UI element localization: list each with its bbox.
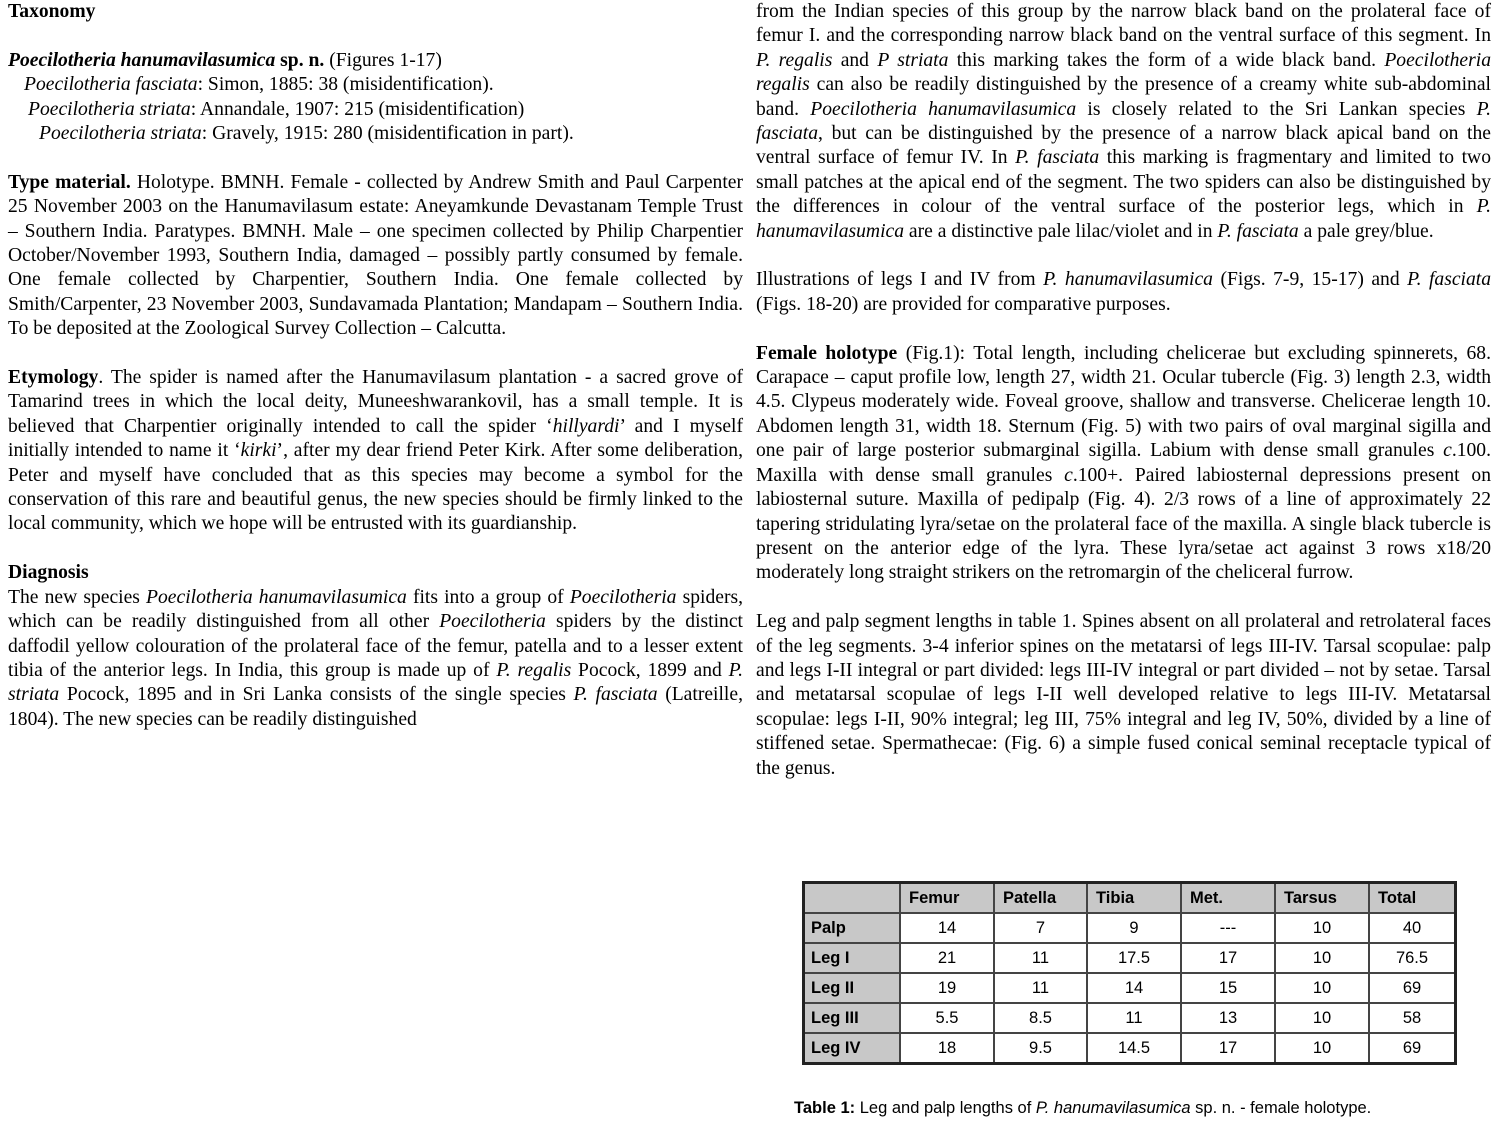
species-title: Poecilotheria hanumavilasumica sp. n. (Figures 1-17) bbox=[8, 49, 442, 71]
table-row bbox=[804, 973, 1456, 1003]
column-header: Femur bbox=[900, 883, 994, 914]
leg-description-paragraph: Leg and palp segment lengths in table 1. Spines absent on all prolateral and retrolateral faces of the leg segments. 3-4 inferior spines on the metatarsi of legs III-IV. Tarsal scopulae: palp and legs I-II integral or part divided: legs III-IV integral or part divided – not by setae. Tarsal and metatarsal scopulae of legs I-II well developed relative to legs III-IV. Metatarsal scopulae: legs I-II, 90% integral; leg III, 75% integral and leg IV, 50%, divided by a line of stiffened setae. Spermathecae: (Fig. 6) a simple fused conical seminal receptacle typical of the genus. bbox=[756, 611, 1491, 779]
row-header: Palp bbox=[804, 913, 901, 943]
leg-length-table bbox=[802, 881, 1457, 1065]
table-cell: 69 bbox=[1369, 1033, 1456, 1064]
table-cell: 69 bbox=[1369, 973, 1456, 1003]
female-holotype-paragraph: Female holotype (Fig.1): Total length, including chelicerae but excluding spinnerets, 68. Carapace – caput profile low, length 27, width 21. Ocular tubercle (Fig. 3) length 2.3, width 4.5. Clypeus moderately wide. Foveal groove, shallow and transverse. Chelicerae length 10. Abdomen length 31, width 18. Sternum (Fig. 5) with two pairs of oval marginal sigilla and one pair of large posterior submarginal sigilla. Labium with dense small granules c.100. Maxilla with dense small granules c.100+. Paired labiosternal depressions present on labiosternal suture. Maxilla of pedipalp (Fig. 4). 2/3 rows of a line of approximately 22 tapering stridulating lyra/setae on the prolateral face of the maxilla. A single black tubercle is present on the anterior edge of the lyra. These lyra/setae act against 3 rows x18/20 moderately long straight strikers on the retromargin of the cheliceral furrow. bbox=[756, 342, 1491, 584]
column-header bbox=[804, 883, 901, 914]
diagnosis-heading: Diagnosis bbox=[8, 562, 89, 584]
table-cell: 19 bbox=[900, 973, 994, 1003]
table-cell: 11 bbox=[994, 943, 1087, 973]
table-row bbox=[804, 1033, 1456, 1064]
column-header: Tibia bbox=[1087, 883, 1181, 914]
table-cell: --- bbox=[1181, 913, 1275, 943]
table-cell: 11 bbox=[994, 973, 1087, 1003]
leg-length-table-container bbox=[802, 881, 1457, 1065]
table-cell: 10 bbox=[1275, 913, 1369, 943]
table-cell: 21 bbox=[900, 943, 994, 973]
table-caption: Table 1: Leg and palp lengths of P. hanumavilasumica sp. n. - female holotype. bbox=[794, 1099, 1372, 1117]
table-row bbox=[804, 943, 1456, 973]
table-cell: 5.5 bbox=[900, 1003, 994, 1033]
table-cell: 7 bbox=[994, 913, 1087, 943]
table-cell: 9.5 bbox=[994, 1033, 1087, 1064]
type-material-paragraph: Type material. Holotype. BMNH. Female - collected by Andrew Smith and Paul Carpenter 25 November 2003 on the Hanumavilasum estate: Aneyamkunde Devastanam Temple Trust – Southern India. Paratypes. BMNH. Male – one specimen collected by Philip Charpentier October/November 1993, Southern India, damaged – possibly partly consumed by female. One female collected by Charpentier, Southern India. One female collected by Smith/Carpenter, 23 November 2003, Sundavamada Plantation; Mandapam – Southern India. To be deposited at the Zoological Survey Collection – Calcutta. bbox=[8, 171, 743, 340]
illustrations-paragraph: Illustrations of legs I and IV from P. hanumavilasumica (Figs. 7-9, 15-17) and P. fasciata (Figs. 18-20) are provided for comparative purposes. bbox=[756, 269, 1491, 315]
synonym-line: Poecilotheria striata: Annandale, 1907: 215 (misidentification) bbox=[28, 98, 525, 120]
table-header-row bbox=[804, 883, 1456, 914]
column-header: Total bbox=[1369, 883, 1456, 914]
table-cell: 76.5 bbox=[1369, 943, 1456, 973]
table-cell: 10 bbox=[1275, 1033, 1369, 1064]
taxonomy-heading: Taxonomy bbox=[8, 1, 96, 22]
column-header: Tarsus bbox=[1275, 883, 1369, 914]
table-cell: 14 bbox=[900, 913, 994, 943]
table-cell: 17 bbox=[1181, 1033, 1275, 1064]
left-column bbox=[8, 0, 743, 732]
row-header: Leg III bbox=[804, 1003, 901, 1033]
table-row bbox=[804, 913, 1456, 943]
column-header: Patella bbox=[994, 883, 1087, 914]
table-cell: 15 bbox=[1181, 973, 1275, 1003]
table-cell: 58 bbox=[1369, 1003, 1456, 1033]
table-cell: 10 bbox=[1275, 1003, 1369, 1033]
table-cell: 9 bbox=[1087, 913, 1181, 943]
table-row bbox=[804, 1003, 1456, 1033]
row-header: Leg I bbox=[804, 943, 901, 973]
table-cell: 18 bbox=[900, 1033, 994, 1064]
right-column bbox=[756, 0, 1491, 781]
row-header: Leg IV bbox=[804, 1033, 901, 1064]
diagnosis-paragraph: The new species Poecilotheria hanumavilasumica fits into a group of Poecilotheria spiders, which can be readily distinguished from all other Poecilotheria spiders by the distinct daffodil yellow colouration of the prolateral face of the femur, patella and to a lesser extent tibia of the anterior legs. In India, this group is made up of P. regalis Pocock, 1899 and P. striata Pocock, 1895 and in Sri Lanka consists of the single species P. fasciata (Latreille, 1804). The new species can be readily distinguished bbox=[8, 586, 743, 730]
table-cell: 13 bbox=[1181, 1003, 1275, 1033]
table-cell: 17 bbox=[1181, 943, 1275, 973]
table-cell: 11 bbox=[1087, 1003, 1181, 1033]
table-cell: 10 bbox=[1275, 973, 1369, 1003]
synonym-line: Poecilotheria striata: Gravely, 1915: 280 (misidentification in part). bbox=[39, 123, 574, 145]
diagnosis-continued-paragraph: from the Indian species of this group by the narrow black band on the prolateral face of femur I. and the corresponding narrow black band on the ventral surface of this segment. In P. regalis and P striata this marking takes the form of a wide black band. Poecilotheria regalis can also be readily distinguished by the presence of a creamy white sub-abdominal band. Poecilotheria hanumavilasumica is closely related to the Sri Lankan species P. fasciata, but can be distinguished by the presence of a narrow black apical band on the ventral surface of femur IV. In P. fasciata this marking is fragmentary and limited to two small patches at the apical end of the segment. The two spiders can also be distinguished by the differences in colour of the ventral surface of the posterior legs, which in P. hanumavilasumica are a distinctive pale lilac/violet and in P. fasciata a pale grey/blue. bbox=[756, 1, 1491, 242]
column-header: Met. bbox=[1181, 883, 1275, 914]
synonym-line: Poecilotheria fasciata: Simon, 1885: 38 (misidentification). bbox=[24, 74, 494, 96]
table-cell: 14 bbox=[1087, 973, 1181, 1003]
table-cell: 8.5 bbox=[994, 1003, 1087, 1033]
table-cell: 40 bbox=[1369, 913, 1456, 943]
table-cell: 14.5 bbox=[1087, 1033, 1181, 1064]
table-cell: 10 bbox=[1275, 943, 1369, 973]
row-header: Leg II bbox=[804, 973, 901, 1003]
etymology-paragraph: Etymology. The spider is named after the Hanumavilasum plantation - a sacred grove of Tamarind trees in which the local deity, Muneeshwarankovil, has a small temple. It is believed that Charpentier originally intended to call the spider ‘hillyardi’ and I myself initially intended to name it ‘kirki’, after my dear friend Peter Kirk. After some deliberation, Peter and myself have concluded that as this species may become a symbol for the conservation of this rare and beautiful genus, the new species should be firmly linked to the local community, which we hope will be entrusted with its guardianship. bbox=[8, 367, 743, 535]
table-cell: 17.5 bbox=[1087, 943, 1181, 973]
